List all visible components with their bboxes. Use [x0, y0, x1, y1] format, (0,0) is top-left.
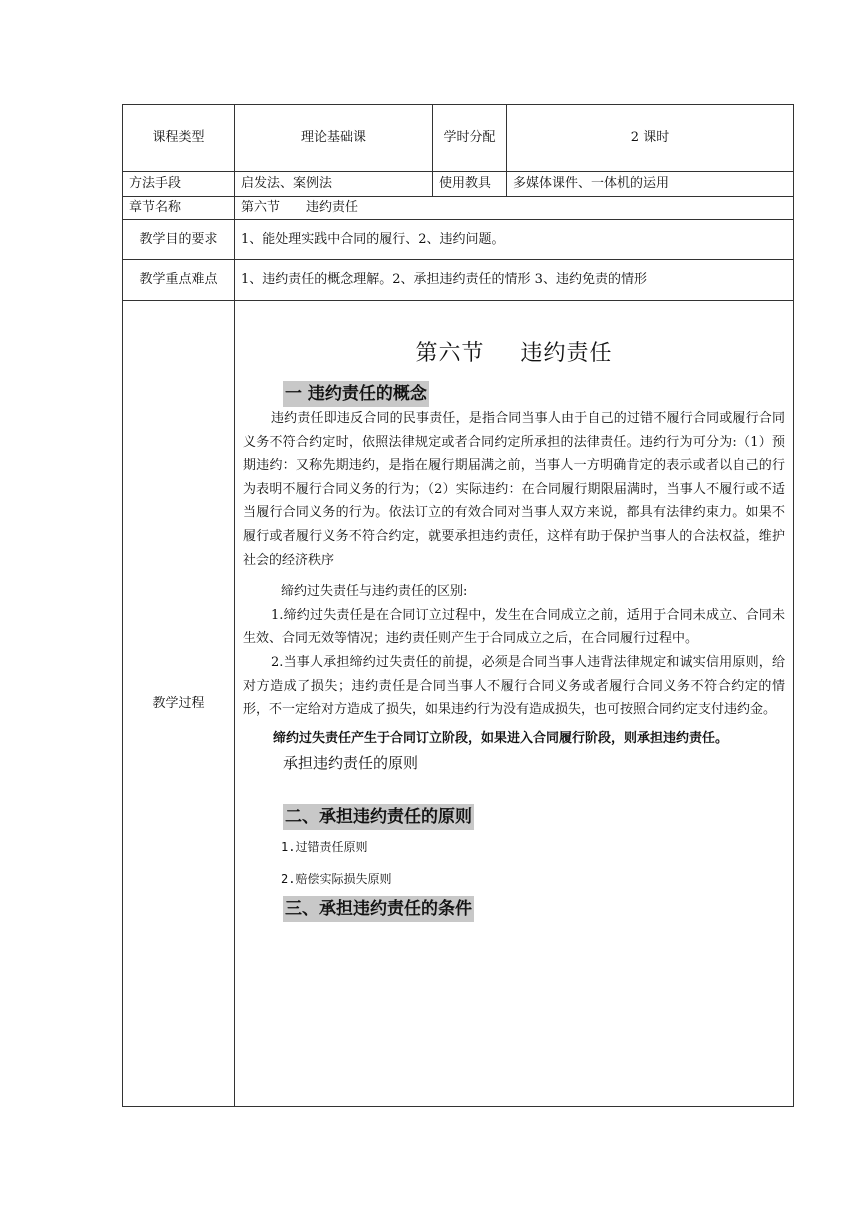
- bold-summary: 缔约过失责任产生于合同订立阶段，如果进入合同履行阶段，则承担违约责任。: [273, 730, 729, 746]
- method-label: 方法手段: [123, 172, 235, 197]
- process-content: [235, 301, 794, 1107]
- section-title-text: 违约责任: [520, 341, 613, 366]
- row-chapter: [123, 197, 794, 220]
- paragraph-difference-intro: 缔约过失责任与违约责任的区别:: [281, 584, 468, 600]
- course-type-value: 理论基础课: [235, 105, 433, 172]
- sub-line-principle: 承担违约责任的原则: [283, 753, 419, 772]
- section-title: [243, 341, 785, 366]
- row-process: [123, 301, 794, 1107]
- key-value: 1、违约责任的概念理解。2、承担违约责任的情形 3、违约免责的情形: [235, 260, 794, 301]
- chapter-label: 章节名称: [123, 197, 235, 220]
- principle-item-2: 2.赔偿实际损失原则: [281, 871, 392, 886]
- heading-concept: 一 违约责任的概念: [283, 381, 429, 407]
- hours-value: 2 课时: [507, 105, 794, 172]
- paragraph-difference-2: 2.当事人承担缔约过失责任的前提，必须是合同当事人违背法律规定和诚实信用原则，给对方造成了损失；违约责任是合同当事人不履行合同义务或者履行合同义务不符合约定的情形，不一定给对方造成了损失，如果违约行为没有造成损失，也可按照合同约定支付违约金。: [243, 654, 785, 718]
- key-label: 教学重点难点: [123, 260, 235, 301]
- goal-value: 1、能处理实践中合同的履行、2、违约问题。: [235, 220, 794, 260]
- heading-principles: 二、承担违约责任的原则: [283, 804, 474, 830]
- tools-value: 多媒体课件、一体机的运用: [507, 172, 794, 197]
- goal-label: 教学目的要求: [123, 220, 235, 260]
- paragraph-concept: 违约责任即违反合同的民事责任，是指合同当事人由于自己的过错不履行合同或履行合同义务不符合约定时，依照法律规定或者合同约定所承担的法律责任。违约行为可分为:（1）预期违约：又称先期违约，是指在履行期届满之前，当事人一方明确肯定的表示或者以自己的行为表明不履行合同义务的行为；（2）实际违约：在合同履行期限届满时，当事人不履行或不适当履行合同义务的行为。依法订立的有效合同对当事人双方来说，都具有法律约束力。如果不履行或者履行义务不符合约定，就要承担违约责任，这样有助于保护当事人的合法权益，维护社会的经济秩序: [243, 411, 785, 568]
- section-title-number: 第六节: [415, 341, 485, 366]
- chapter-value: 第六节 违约责任: [235, 197, 794, 220]
- method-value: 启发法、案例法: [235, 172, 433, 197]
- process-label: 教学过程: [123, 301, 235, 1107]
- tools-label: 使用教具: [433, 172, 507, 197]
- paragraph-difference-1: 1.缔约过失责任是在合同订立过程中，发生在合同成立之前，适用于合同未成立、合同未生效、合同无效等情况；违约责任则产生于合同成立之后，在合同履行过程中。: [243, 607, 785, 647]
- principle-item-1: 1.过错责任原则: [281, 839, 368, 854]
- row-goal: [123, 220, 794, 260]
- row-course-type: [123, 105, 794, 172]
- row-method: [123, 172, 794, 197]
- course-type-label: 课程类型: [123, 105, 235, 172]
- lesson-plan-table: [122, 104, 794, 1107]
- heading-conditions: 三、承担违约责任的条件: [283, 896, 474, 922]
- row-key-points: [123, 260, 794, 301]
- hours-label: 学时分配: [433, 105, 507, 172]
